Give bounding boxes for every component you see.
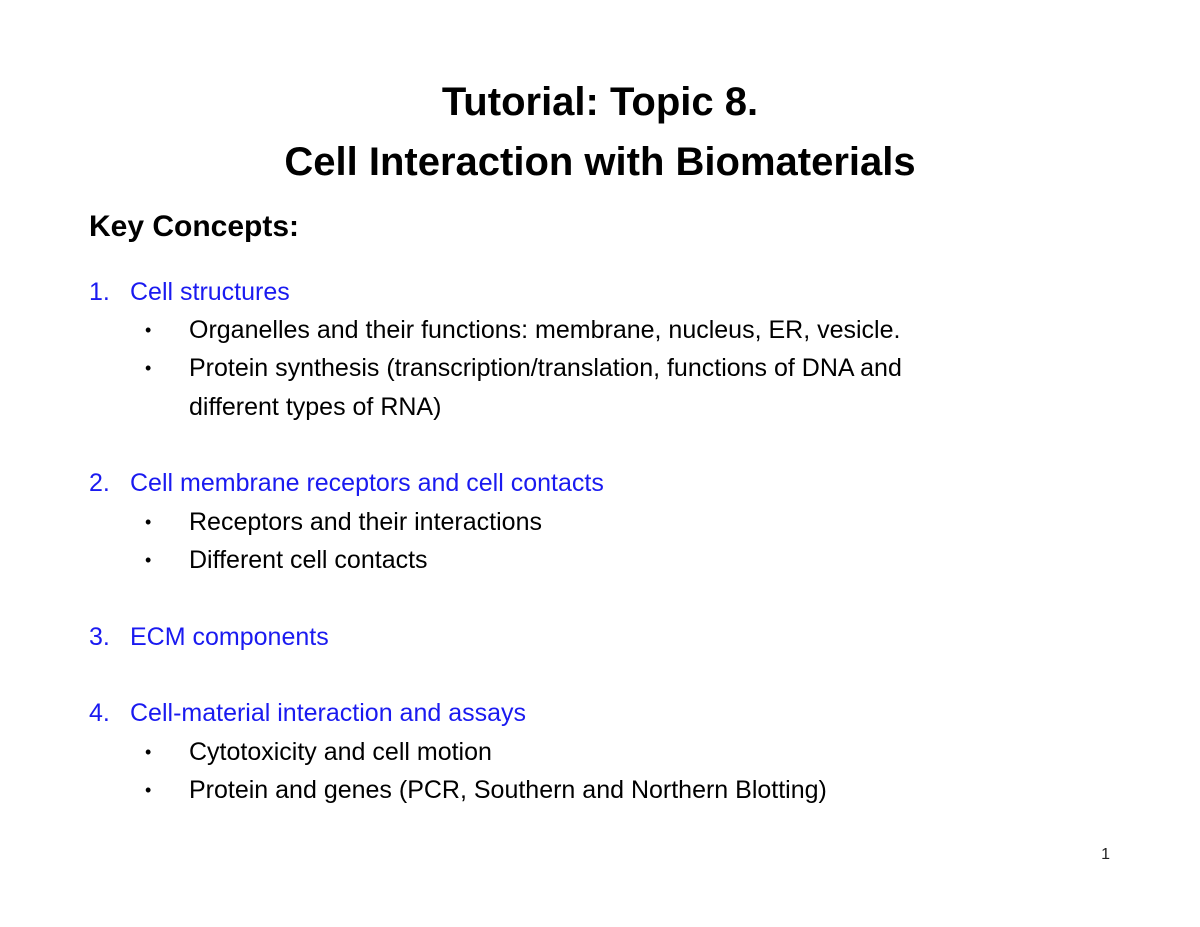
bullet-dot: •	[145, 550, 152, 570]
bullet-text: Organelles and their functions: membrane, nucleus, ER, vesicle.	[189, 316, 901, 344]
topic-label: Cell structures	[130, 278, 290, 306]
slide-title-line-2: Cell Interaction with Biomaterials	[284, 140, 916, 184]
bullet-text: Receptors and their interactions	[189, 508, 542, 536]
topic-heading-3	[89, 620, 329, 654]
topic-number: 1.	[89, 278, 110, 306]
bullet-text: Different cell contacts	[189, 546, 428, 574]
topic-heading-2	[89, 466, 604, 500]
bullet-dot: •	[145, 742, 152, 762]
topic-number: 4.	[89, 699, 110, 727]
bullet-text: Cytotoxicity and cell motion	[189, 738, 492, 766]
topic-label: Cell-material interaction and assays	[130, 699, 527, 727]
bullet-item	[145, 313, 900, 347]
topic-number: 2.	[89, 469, 110, 497]
bullet-dot: •	[145, 358, 152, 378]
slide-title-line-1: Tutorial: Topic 8.	[441, 80, 759, 124]
bullet-item	[145, 735, 492, 769]
topic-heading-4	[89, 696, 526, 730]
topic-number: 3.	[89, 623, 110, 651]
bullet-item	[145, 543, 428, 577]
bullet-item	[145, 505, 542, 539]
topic-heading-1	[89, 275, 290, 309]
page-number: 1	[1101, 846, 1110, 863]
key-concepts-heading: Key Concepts:	[89, 210, 300, 243]
bullet-text: Protein and genes (PCR, Southern and Northern Blotting)	[189, 776, 827, 804]
bullet-dot: •	[145, 780, 152, 800]
topic-label: ECM components	[130, 623, 329, 651]
bullet-dot: •	[145, 320, 152, 340]
bullet-dot: •	[145, 512, 152, 532]
bullet-item	[145, 351, 902, 385]
bullet-continuation-text: different types of RNA)	[189, 393, 442, 421]
bullet-item	[145, 773, 827, 807]
bullet-text: Protein synthesis (transcription/translation, functions of DNA and	[189, 354, 902, 382]
topic-label: Cell membrane receptors and cell contacts	[130, 469, 604, 497]
